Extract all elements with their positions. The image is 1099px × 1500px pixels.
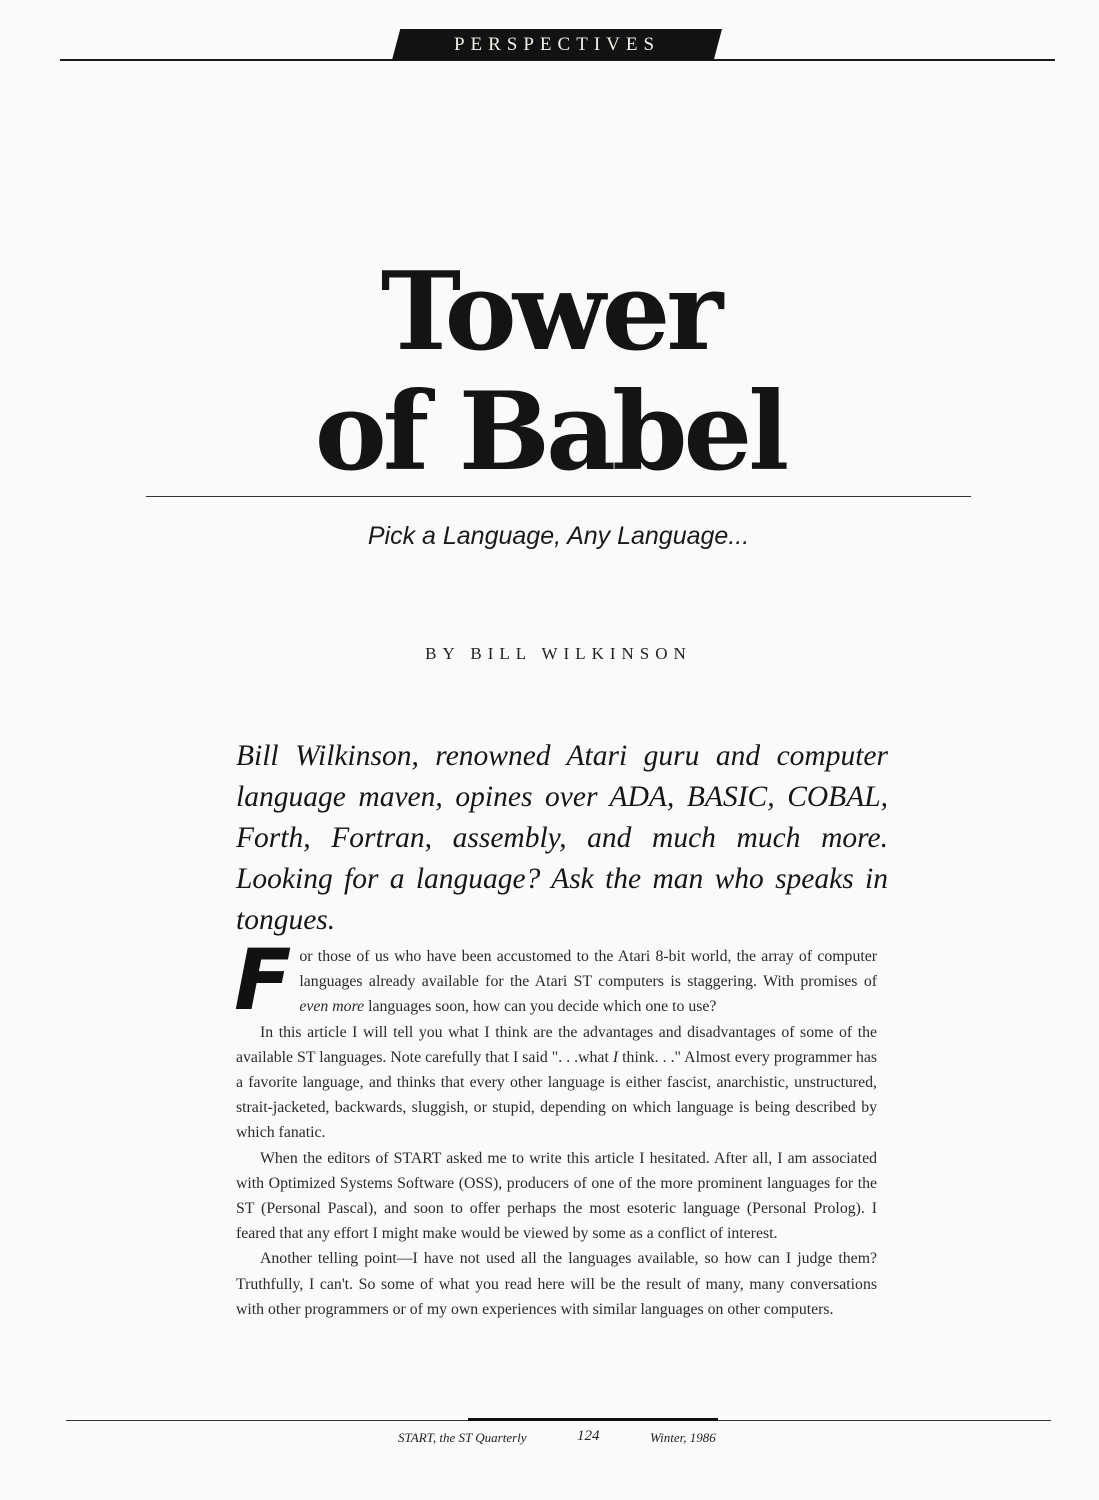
body-paragraph-1-text: or those of us who have been accustomed to the Atari 8-bit world, the array of computer languages already available for the Atari ST computers is staggering. With promises of bbox=[299, 948, 877, 991]
footer-accent-bar bbox=[468, 1418, 718, 1421]
body-paragraph-2-emphasis: I bbox=[612, 1048, 619, 1066]
section-label: PERSPECTIVES bbox=[453, 34, 661, 55]
title-rule bbox=[146, 496, 971, 497]
body-paragraph-1-end: languages soon, how can you decide which one to use? bbox=[364, 998, 717, 1016]
body-paragraph-1 bbox=[234, 931, 877, 1029]
body-paragraph-4: Another telling point—I have not used all the languages available, so how can I judge them? Truthfully, I can't. So some of what you read here will be the result of many, many conversations with other programmers or of my own experiences with similar languages on other computers. bbox=[236, 1250, 877, 1318]
footer-issue-date: Winter, 1986 bbox=[650, 1430, 716, 1445]
body-paragraph-2-end: think. . ." Almost every programmer has a favorite language, and thinks that every other language is either fascist, anarchistic, unstructured, strait-jacketed, backwards, sluggish, or stupid, depending on which language is being described by which fanatic. bbox=[236, 1048, 877, 1142]
body-paragraph-2 bbox=[236, 1020, 877, 1146]
article-subtitle: Pick a Language, Any Language... bbox=[367, 522, 750, 550]
drop-cap: F bbox=[234, 931, 292, 1029]
footer-page-number: 124 bbox=[577, 1428, 600, 1444]
footer-publication: START, the ST Quarterly bbox=[398, 1430, 527, 1445]
body-paragraph-3: When the editors of START asked me to write this article I hesitated. After all, I am associated with Optimized Systems Software (OSS), producers of one of the more prominent languages for the ST (Personal Pascal), and soon to offer perhaps the most esoteric language (Personal Prolog). I feared that any effort I might make would be viewed by some as a conflict of interest. bbox=[236, 1149, 877, 1243]
article-byline: BY BILL WILKINSON bbox=[425, 644, 692, 663]
article-body bbox=[234, 931, 877, 1322]
article-deck: Bill Wilkinson, renowned Atari guru and computer language maven, opines over ADA, BASIC, COBAL, Forth, Fortran, assembly, and much much more. Looking for a language? Ask the man who speaks in tongues. bbox=[236, 740, 888, 936]
article-title-line-2: of Babel bbox=[314, 369, 786, 495]
body-paragraph-1-emphasis: even more bbox=[299, 998, 365, 1016]
body-paragraph-2-text: In this article I will tell you what I think are the advantages and disadvantages of some of the available ST languages. Note carefully that I said ". . .what bbox=[236, 1023, 877, 1066]
article-title-line-1: Tower bbox=[380, 249, 720, 375]
